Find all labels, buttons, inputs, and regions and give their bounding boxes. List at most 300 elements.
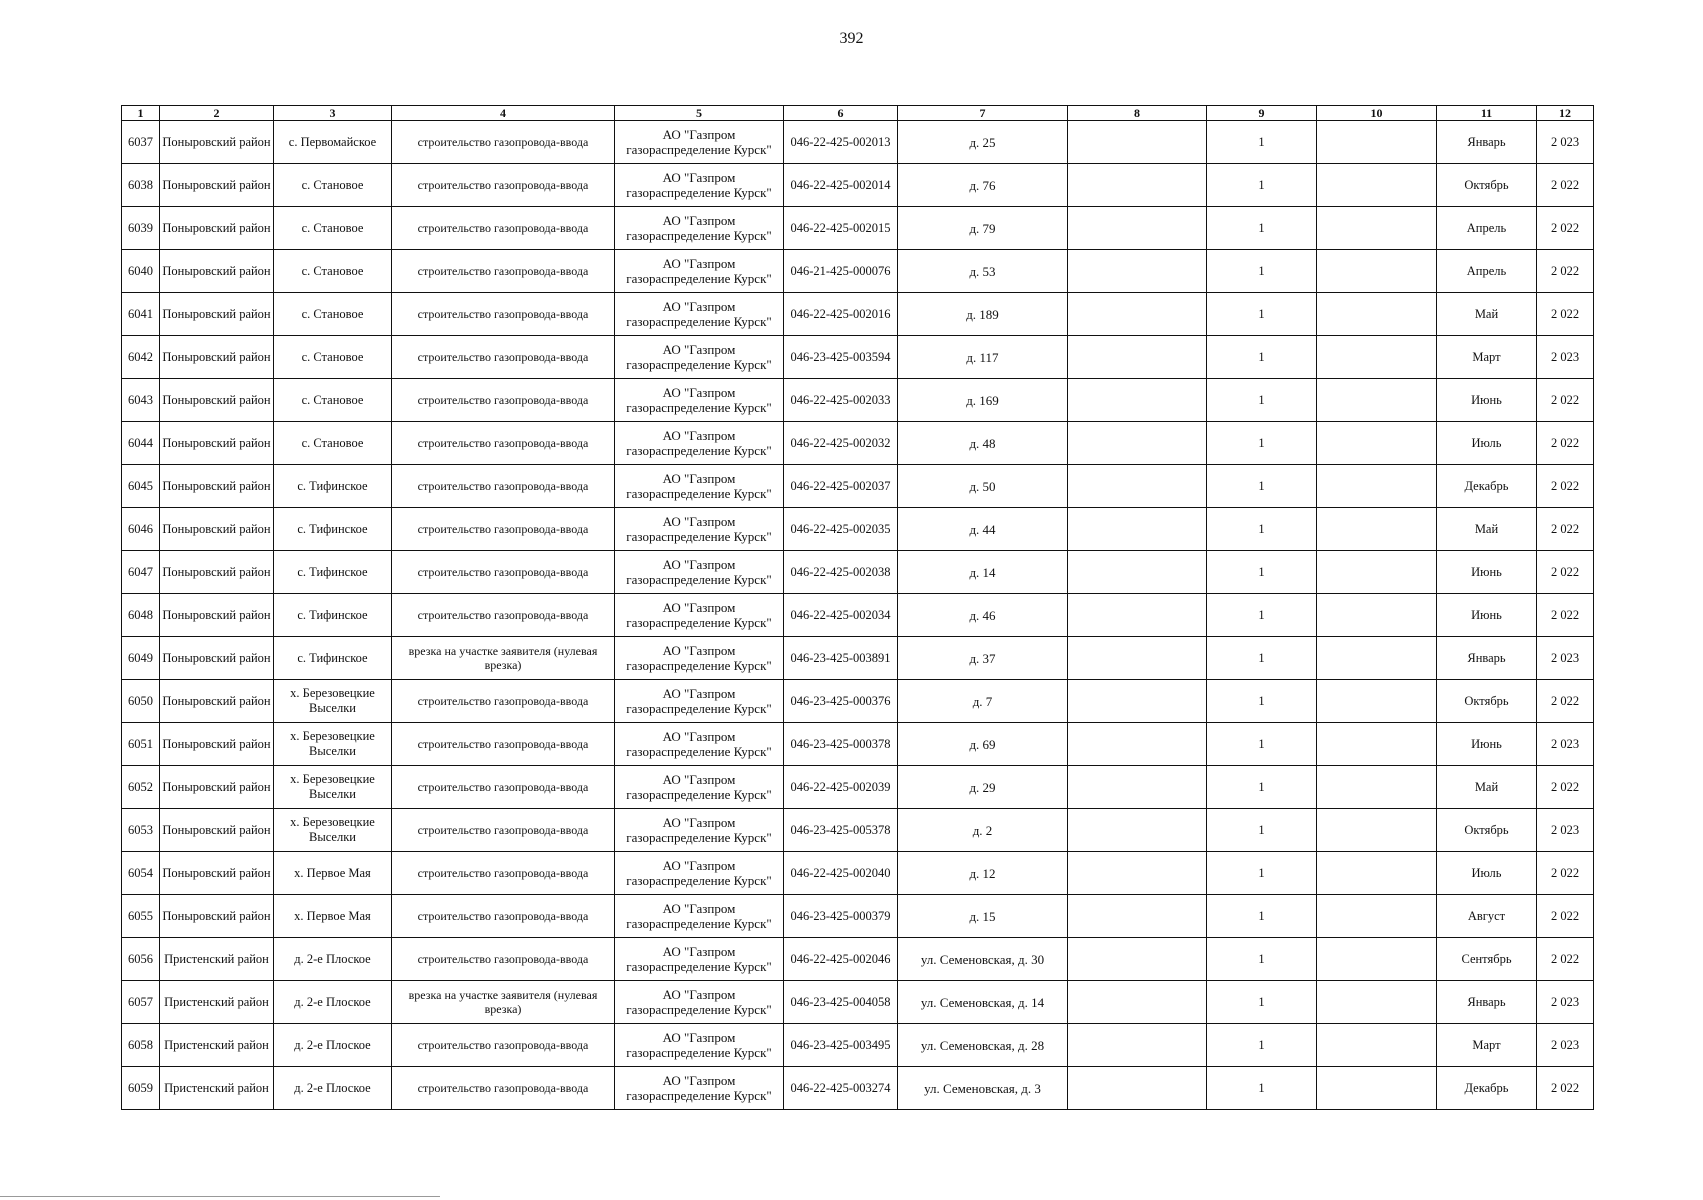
- column-header-8: 8: [1068, 106, 1207, 121]
- cell-district: Пристенский район: [160, 981, 274, 1024]
- table-row: [122, 637, 1594, 680]
- table-row: [122, 164, 1594, 207]
- cell-request-number: 046-22-425-002035: [784, 508, 898, 551]
- table-row: [122, 336, 1594, 379]
- cell-month: Октябрь: [1437, 809, 1537, 852]
- cell-month: Январь: [1437, 637, 1537, 680]
- cell-address: ул. Семеновская, д. 3: [898, 1067, 1068, 1110]
- cell-district: Поныровский район: [160, 250, 274, 293]
- cell-col-8: [1068, 809, 1207, 852]
- cell-work-type: строительство газопровода-ввода: [392, 852, 615, 895]
- cell-row-number: 6057: [122, 981, 160, 1024]
- cell-address: д. 48: [898, 422, 1068, 465]
- cell-work-type: строительство газопровода-ввода: [392, 723, 615, 766]
- cell-col-10: [1317, 379, 1437, 422]
- cell-col-8: [1068, 508, 1207, 551]
- cell-month: Декабрь: [1437, 1067, 1537, 1110]
- cell-col-10: [1317, 121, 1437, 164]
- table-body: [122, 121, 1594, 1110]
- cell-address: д. 50: [898, 465, 1068, 508]
- cell-row-number: 6047: [122, 551, 160, 594]
- cell-address: д. 37: [898, 637, 1068, 680]
- cell-col-10: [1317, 465, 1437, 508]
- cell-col-8: [1068, 766, 1207, 809]
- cell-request-number: 046-23-425-003594: [784, 336, 898, 379]
- cell-work-type: строительство газопровода-ввода: [392, 938, 615, 981]
- cell-work-type: строительство газопровода-ввода: [392, 336, 615, 379]
- cell-col-8: [1068, 250, 1207, 293]
- cell-year: 2 023: [1537, 981, 1594, 1024]
- cell-month: Март: [1437, 1024, 1537, 1067]
- cell-request-number: 046-21-425-000076: [784, 250, 898, 293]
- cell-request-number: 046-22-425-002032: [784, 422, 898, 465]
- cell-district: Поныровский район: [160, 293, 274, 336]
- cell-month: Октябрь: [1437, 680, 1537, 723]
- cell-month: Июнь: [1437, 551, 1537, 594]
- cell-col-8: [1068, 852, 1207, 895]
- column-header-4: 4: [392, 106, 615, 121]
- cell-settlement: с. Тифинское: [274, 508, 392, 551]
- table-row: [122, 250, 1594, 293]
- cell-settlement: с. Первомайское: [274, 121, 392, 164]
- cell-organization: АО "Газпром газораспределение Курск": [615, 895, 784, 938]
- cell-col-8: [1068, 938, 1207, 981]
- cell-settlement: х. Первое Мая: [274, 895, 392, 938]
- cell-year: 2 022: [1537, 1067, 1594, 1110]
- cell-request-number: 046-22-425-002034: [784, 594, 898, 637]
- cell-year: 2 022: [1537, 680, 1594, 723]
- cell-settlement: х. Березовецкие Выселки: [274, 809, 392, 852]
- cell-year: 2 022: [1537, 422, 1594, 465]
- cell-year: 2 022: [1537, 465, 1594, 508]
- cell-quantity: 1: [1207, 594, 1317, 637]
- cell-work-type: врезка на участке заявителя (нулевая врезка): [392, 981, 615, 1024]
- cell-quantity: 1: [1207, 938, 1317, 981]
- cell-col-8: [1068, 637, 1207, 680]
- cell-col-10: [1317, 164, 1437, 207]
- cell-organization: АО "Газпром газораспределение Курск": [615, 809, 784, 852]
- cell-organization: АО "Газпром газораспределение Курск": [615, 551, 784, 594]
- cell-col-8: [1068, 1024, 1207, 1067]
- cell-organization: АО "Газпром газораспределение Курск": [615, 637, 784, 680]
- cell-settlement: д. 2-е Плоское: [274, 938, 392, 981]
- cell-organization: АО "Газпром газораспределение Курск": [615, 680, 784, 723]
- cell-settlement: х. Березовецкие Выселки: [274, 766, 392, 809]
- cell-organization: АО "Газпром газораспределение Курск": [615, 723, 784, 766]
- cell-col-10: [1317, 637, 1437, 680]
- cell-col-10: [1317, 981, 1437, 1024]
- cell-col-10: [1317, 336, 1437, 379]
- cell-col-8: [1068, 680, 1207, 723]
- cell-row-number: 6042: [122, 336, 160, 379]
- cell-address: д. 14: [898, 551, 1068, 594]
- table-row: [122, 121, 1594, 164]
- column-header-12: 12: [1537, 106, 1594, 121]
- cell-row-number: 6038: [122, 164, 160, 207]
- cell-district: Поныровский район: [160, 465, 274, 508]
- cell-address: д. 12: [898, 852, 1068, 895]
- column-header-6: 6: [784, 106, 898, 121]
- cell-district: Пристенский район: [160, 1067, 274, 1110]
- cell-col-8: [1068, 551, 1207, 594]
- column-header-7: 7: [898, 106, 1068, 121]
- cell-settlement: с. Становое: [274, 207, 392, 250]
- cell-request-number: 046-23-425-003891: [784, 637, 898, 680]
- cell-work-type: строительство газопровода-ввода: [392, 766, 615, 809]
- cell-col-10: [1317, 551, 1437, 594]
- cell-settlement: с. Становое: [274, 250, 392, 293]
- cell-address: д. 117: [898, 336, 1068, 379]
- cell-year: 2 023: [1537, 121, 1594, 164]
- table-row: [122, 508, 1594, 551]
- cell-year: 2 022: [1537, 293, 1594, 336]
- cell-quantity: 1: [1207, 680, 1317, 723]
- cell-year: 2 023: [1537, 637, 1594, 680]
- cell-settlement: с. Тифинское: [274, 594, 392, 637]
- cell-request-number: 046-22-425-002013: [784, 121, 898, 164]
- cell-row-number: 6056: [122, 938, 160, 981]
- cell-address: д. 46: [898, 594, 1068, 637]
- cell-month: Октябрь: [1437, 164, 1537, 207]
- cell-month: Май: [1437, 766, 1537, 809]
- cell-organization: АО "Газпром газораспределение Курск": [615, 1024, 784, 1067]
- cell-request-number: 046-23-425-000378: [784, 723, 898, 766]
- cell-district: Поныровский район: [160, 121, 274, 164]
- cell-quantity: 1: [1207, 852, 1317, 895]
- cell-work-type: строительство газопровода-ввода: [392, 680, 615, 723]
- cell-work-type: строительство газопровода-ввода: [392, 121, 615, 164]
- table-row: [122, 207, 1594, 250]
- cell-organization: АО "Газпром газораспределение Курск": [615, 207, 784, 250]
- cell-col-8: [1068, 465, 1207, 508]
- cell-organization: АО "Газпром газораспределение Курск": [615, 293, 784, 336]
- cell-row-number: 6037: [122, 121, 160, 164]
- cell-quantity: 1: [1207, 164, 1317, 207]
- cell-work-type: строительство газопровода-ввода: [392, 895, 615, 938]
- cell-district: Поныровский район: [160, 207, 274, 250]
- cell-month: Январь: [1437, 121, 1537, 164]
- cell-quantity: 1: [1207, 809, 1317, 852]
- cell-request-number: 046-22-425-002015: [784, 207, 898, 250]
- cell-col-10: [1317, 1067, 1437, 1110]
- table-row: [122, 809, 1594, 852]
- cell-work-type: строительство газопровода-ввода: [392, 465, 615, 508]
- page-number: 392: [839, 30, 864, 47]
- cell-col-10: [1317, 895, 1437, 938]
- cell-district: Поныровский район: [160, 637, 274, 680]
- cell-month: Июнь: [1437, 723, 1537, 766]
- cell-row-number: 6039: [122, 207, 160, 250]
- cell-quantity: 1: [1207, 551, 1317, 594]
- cell-month: Май: [1437, 293, 1537, 336]
- cell-request-number: 046-22-425-002039: [784, 766, 898, 809]
- cell-quantity: 1: [1207, 207, 1317, 250]
- cell-request-number: 046-23-425-000376: [784, 680, 898, 723]
- cell-settlement: с. Становое: [274, 164, 392, 207]
- cell-col-10: [1317, 594, 1437, 637]
- cell-row-number: 6053: [122, 809, 160, 852]
- cell-row-number: 6044: [122, 422, 160, 465]
- cell-work-type: строительство газопровода-ввода: [392, 379, 615, 422]
- column-header-5: 5: [615, 106, 784, 121]
- cell-district: Поныровский район: [160, 164, 274, 207]
- cell-col-8: [1068, 1067, 1207, 1110]
- registry-table: [121, 105, 1594, 1110]
- table-row: [122, 852, 1594, 895]
- cell-year: 2 022: [1537, 508, 1594, 551]
- cell-settlement: д. 2-е Плоское: [274, 1024, 392, 1067]
- cell-district: Поныровский район: [160, 379, 274, 422]
- scan-edge-line: [0, 1196, 440, 1197]
- cell-address: ул. Семеновская, д. 28: [898, 1024, 1068, 1067]
- cell-organization: АО "Газпром газораспределение Курск": [615, 852, 784, 895]
- cell-settlement: с. Тифинское: [274, 551, 392, 594]
- cell-col-10: [1317, 293, 1437, 336]
- cell-col-10: [1317, 422, 1437, 465]
- cell-district: Поныровский район: [160, 594, 274, 637]
- cell-organization: АО "Газпром газораспределение Курск": [615, 250, 784, 293]
- cell-row-number: 6050: [122, 680, 160, 723]
- cell-month: Сентябрь: [1437, 938, 1537, 981]
- cell-quantity: 1: [1207, 336, 1317, 379]
- table-row: [122, 938, 1594, 981]
- cell-col-8: [1068, 336, 1207, 379]
- cell-request-number: 046-22-425-002038: [784, 551, 898, 594]
- cell-row-number: 6049: [122, 637, 160, 680]
- cell-col-8: [1068, 594, 1207, 637]
- cell-quantity: 1: [1207, 379, 1317, 422]
- cell-organization: АО "Газпром газораспределение Курск": [615, 465, 784, 508]
- cell-col-10: [1317, 766, 1437, 809]
- cell-settlement: х. Первое Мая: [274, 852, 392, 895]
- cell-organization: АО "Газпром газораспределение Курск": [615, 594, 784, 637]
- cell-month: Июнь: [1437, 594, 1537, 637]
- table-row: [122, 594, 1594, 637]
- table-row: [122, 379, 1594, 422]
- cell-year: 2 023: [1537, 1024, 1594, 1067]
- cell-organization: АО "Газпром газораспределение Курск": [615, 121, 784, 164]
- cell-row-number: 6052: [122, 766, 160, 809]
- cell-district: Поныровский район: [160, 723, 274, 766]
- column-header-11: 11: [1437, 106, 1537, 121]
- cell-month: Июль: [1437, 852, 1537, 895]
- cell-year: 2 022: [1537, 164, 1594, 207]
- table-row: [122, 465, 1594, 508]
- cell-year: 2 022: [1537, 250, 1594, 293]
- cell-address: д. 7: [898, 680, 1068, 723]
- cell-col-10: [1317, 723, 1437, 766]
- cell-work-type: строительство газопровода-ввода: [392, 508, 615, 551]
- cell-settlement: с. Становое: [274, 422, 392, 465]
- cell-quantity: 1: [1207, 637, 1317, 680]
- cell-address: д. 44: [898, 508, 1068, 551]
- cell-row-number: 6058: [122, 1024, 160, 1067]
- cell-address: д. 189: [898, 293, 1068, 336]
- cell-row-number: 6059: [122, 1067, 160, 1110]
- cell-request-number: 046-23-425-004058: [784, 981, 898, 1024]
- cell-work-type: строительство газопровода-ввода: [392, 293, 615, 336]
- cell-quantity: 1: [1207, 766, 1317, 809]
- cell-col-8: [1068, 895, 1207, 938]
- cell-address: д. 29: [898, 766, 1068, 809]
- cell-col-8: [1068, 164, 1207, 207]
- cell-row-number: 6051: [122, 723, 160, 766]
- cell-col-8: [1068, 981, 1207, 1024]
- cell-year: 2 022: [1537, 379, 1594, 422]
- cell-quantity: 1: [1207, 422, 1317, 465]
- cell-col-8: [1068, 121, 1207, 164]
- cell-col-8: [1068, 379, 1207, 422]
- cell-settlement: с. Тифинское: [274, 637, 392, 680]
- cell-col-10: [1317, 207, 1437, 250]
- cell-col-8: [1068, 293, 1207, 336]
- column-header-10: 10: [1317, 106, 1437, 121]
- cell-row-number: 6054: [122, 852, 160, 895]
- table-row: [122, 981, 1594, 1024]
- cell-month: Июль: [1437, 422, 1537, 465]
- cell-col-8: [1068, 723, 1207, 766]
- cell-address: д. 79: [898, 207, 1068, 250]
- cell-work-type: строительство газопровода-ввода: [392, 250, 615, 293]
- cell-work-type: строительство газопровода-ввода: [392, 594, 615, 637]
- cell-address: д. 69: [898, 723, 1068, 766]
- table-row: [122, 551, 1594, 594]
- cell-organization: АО "Газпром газораспределение Курск": [615, 379, 784, 422]
- cell-col-10: [1317, 938, 1437, 981]
- cell-address: д. 53: [898, 250, 1068, 293]
- cell-year: 2 022: [1537, 852, 1594, 895]
- cell-quantity: 1: [1207, 723, 1317, 766]
- cell-col-10: [1317, 508, 1437, 551]
- cell-settlement: с. Тифинское: [274, 465, 392, 508]
- cell-year: 2 022: [1537, 594, 1594, 637]
- cell-request-number: 046-22-425-003274: [784, 1067, 898, 1110]
- column-header-2: 2: [160, 106, 274, 121]
- cell-request-number: 046-22-425-002016: [784, 293, 898, 336]
- cell-year: 2 022: [1537, 895, 1594, 938]
- cell-row-number: 6041: [122, 293, 160, 336]
- cell-district: Поныровский район: [160, 336, 274, 379]
- cell-request-number: 046-23-425-000379: [784, 895, 898, 938]
- cell-col-10: [1317, 250, 1437, 293]
- cell-col-10: [1317, 809, 1437, 852]
- cell-work-type: строительство газопровода-ввода: [392, 164, 615, 207]
- cell-district: Поныровский район: [160, 809, 274, 852]
- cell-organization: АО "Газпром газораспределение Курск": [615, 508, 784, 551]
- cell-address: ул. Семеновская, д. 30: [898, 938, 1068, 981]
- cell-year: 2 022: [1537, 766, 1594, 809]
- cell-col-8: [1068, 207, 1207, 250]
- table-row: [122, 895, 1594, 938]
- cell-col-10: [1317, 1024, 1437, 1067]
- cell-district: Поныровский район: [160, 895, 274, 938]
- cell-address: ул. Семеновская, д. 14: [898, 981, 1068, 1024]
- cell-district: Поныровский район: [160, 508, 274, 551]
- cell-month: Май: [1437, 508, 1537, 551]
- column-header-3: 3: [274, 106, 392, 121]
- cell-quantity: 1: [1207, 508, 1317, 551]
- cell-organization: АО "Газпром газораспределение Курск": [615, 422, 784, 465]
- cell-settlement: х. Березовецкие Выселки: [274, 680, 392, 723]
- cell-month: Декабрь: [1437, 465, 1537, 508]
- table-row: [122, 422, 1594, 465]
- cell-work-type: строительство газопровода-ввода: [392, 1067, 615, 1110]
- cell-row-number: 6045: [122, 465, 160, 508]
- cell-district: Поныровский район: [160, 680, 274, 723]
- cell-year: 2 023: [1537, 336, 1594, 379]
- cell-work-type: строительство газопровода-ввода: [392, 1024, 615, 1067]
- cell-organization: АО "Газпром газораспределение Курск": [615, 1067, 784, 1110]
- cell-col-8: [1068, 422, 1207, 465]
- cell-request-number: 046-22-425-002037: [784, 465, 898, 508]
- cell-year: 2 022: [1537, 551, 1594, 594]
- cell-month: Апрель: [1437, 207, 1537, 250]
- cell-request-number: 046-23-425-005378: [784, 809, 898, 852]
- cell-request-number: 046-22-425-002033: [784, 379, 898, 422]
- table-row: [122, 293, 1594, 336]
- cell-organization: АО "Газпром газораспределение Курск": [615, 938, 784, 981]
- cell-quantity: 1: [1207, 1024, 1317, 1067]
- table-row: [122, 1067, 1594, 1110]
- cell-row-number: 6055: [122, 895, 160, 938]
- cell-quantity: 1: [1207, 465, 1317, 508]
- cell-month: Август: [1437, 895, 1537, 938]
- table-row: [122, 1024, 1594, 1067]
- cell-address: д. 15: [898, 895, 1068, 938]
- table-row: [122, 766, 1594, 809]
- cell-work-type: строительство газопровода-ввода: [392, 422, 615, 465]
- cell-col-10: [1317, 852, 1437, 895]
- cell-organization: АО "Газпром газораспределение Курск": [615, 336, 784, 379]
- cell-month: Январь: [1437, 981, 1537, 1024]
- cell-settlement: с. Становое: [274, 379, 392, 422]
- cell-row-number: 6043: [122, 379, 160, 422]
- cell-work-type: строительство газопровода-ввода: [392, 551, 615, 594]
- cell-district: Поныровский район: [160, 422, 274, 465]
- cell-address: д. 76: [898, 164, 1068, 207]
- cell-col-10: [1317, 680, 1437, 723]
- cell-request-number: 046-22-425-002014: [784, 164, 898, 207]
- cell-district: Поныровский район: [160, 852, 274, 895]
- cell-address: д. 2: [898, 809, 1068, 852]
- table-row: [122, 723, 1594, 766]
- cell-request-number: 046-22-425-002040: [784, 852, 898, 895]
- cell-work-type: врезка на участке заявителя (нулевая врезка): [392, 637, 615, 680]
- cell-row-number: 6040: [122, 250, 160, 293]
- cell-district: Пристенский район: [160, 938, 274, 981]
- cell-quantity: 1: [1207, 981, 1317, 1024]
- cell-settlement: д. 2-е Плоское: [274, 1067, 392, 1110]
- cell-quantity: 1: [1207, 895, 1317, 938]
- cell-quantity: 1: [1207, 293, 1317, 336]
- cell-work-type: строительство газопровода-ввода: [392, 207, 615, 250]
- cell-year: 2 022: [1537, 207, 1594, 250]
- cell-district: Поныровский район: [160, 766, 274, 809]
- column-header-1: 1: [122, 106, 160, 121]
- cell-address: д. 169: [898, 379, 1068, 422]
- cell-settlement: с. Становое: [274, 293, 392, 336]
- cell-row-number: 6046: [122, 508, 160, 551]
- cell-month: Март: [1437, 336, 1537, 379]
- cell-settlement: с. Становое: [274, 336, 392, 379]
- cell-district: Пристенский район: [160, 1024, 274, 1067]
- table-row: [122, 680, 1594, 723]
- header-row: [122, 106, 1594, 121]
- cell-quantity: 1: [1207, 1067, 1317, 1110]
- cell-year: 2 023: [1537, 723, 1594, 766]
- cell-row-number: 6048: [122, 594, 160, 637]
- cell-settlement: д. 2-е Плоское: [274, 981, 392, 1024]
